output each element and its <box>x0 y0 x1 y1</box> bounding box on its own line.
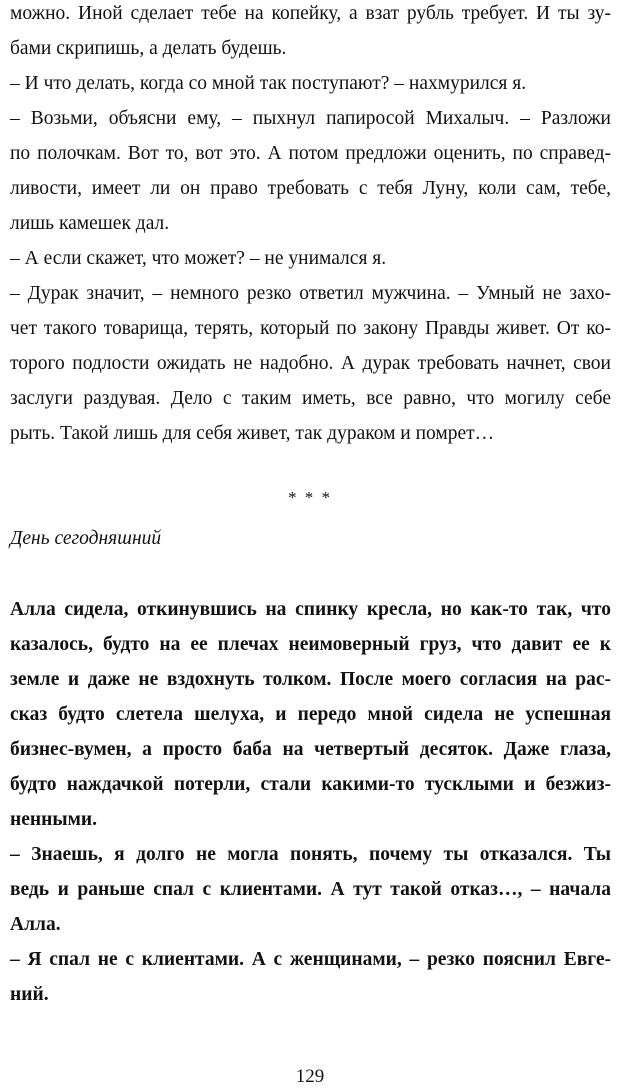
text-line: по полочкам. Вот то, вот это. А потом предложи оценить, по справед- <box>10 143 611 164</box>
text-line: рыть. Такой лишь для себя живет, так дураком и помрет… <box>10 423 495 444</box>
text-line: земле и даже не вздохнуть толком. После моего согласия на рас- <box>10 669 611 690</box>
text-line: – Дурак значит, – немного резко ответил мужчина. – Умный не захо- <box>10 283 611 304</box>
text-line: торого подлости ожидать не надобно. А дурак требовать начнет, свои <box>10 353 611 374</box>
text-line: – И что делать, когда со мной так поступают? – нахмурился я. <box>10 73 527 94</box>
text-line: – Знаешь, я долго не могла понять, почему ты отказался. Ты <box>10 844 611 865</box>
text-line: можно. Иной сделает тебе на копейку, а взат рубль требует. И ты зу- <box>10 3 611 24</box>
section-separator: * * * <box>288 488 332 507</box>
text-line: казалось, будто на ее плечах неимоверный груз, что давит ее к <box>10 634 611 655</box>
text-line: – Я спал не с клиентами. А с женщинами, – резко пояснил Евге- <box>10 949 611 970</box>
text-line: – А если скажет, что может? – не унимался я. <box>10 248 387 269</box>
text-line: чет такого товарища, терять, который по закону Правды живет. От ко- <box>10 318 611 339</box>
text-line: Алла. <box>10 914 61 935</box>
text-line: будто наждачкой потерли, стали какими-то тусклыми и безжиз- <box>10 774 611 795</box>
text-line: ведь и раньше спал с клиентами. А тут такой отказ…, – начала <box>10 879 611 900</box>
text-line: сказ будто слетела шелуха, и передо мной сидела не успешная <box>10 704 611 725</box>
text-line: ливости, имеет ли он право требовать с тебя Луну, коли сам, тебе, <box>10 178 611 199</box>
text-line: Алла сидела, откинувшись на спинку кресла, но как-то так, что <box>10 599 611 620</box>
text-line: заслуги раздувая. Дело с таким иметь, все равно, что могилу себе <box>10 388 611 409</box>
text-line: бами скрипишь, а делать будешь. <box>10 38 287 59</box>
page-number: 129 <box>295 1066 325 1087</box>
text-line: ненными. <box>10 809 97 830</box>
text-line: лишь камешек дал. <box>10 213 170 234</box>
section-heading: День сегодняшний <box>10 528 162 549</box>
text-line: бизнес-вумен, а просто баба на четвертый десяток. Даже глаза, <box>10 739 611 760</box>
text-line: ний. <box>10 984 49 1005</box>
text-line: – Возьми, объясни ему, – пыхнул папиросой Михалыч. – Разложи <box>10 108 611 129</box>
